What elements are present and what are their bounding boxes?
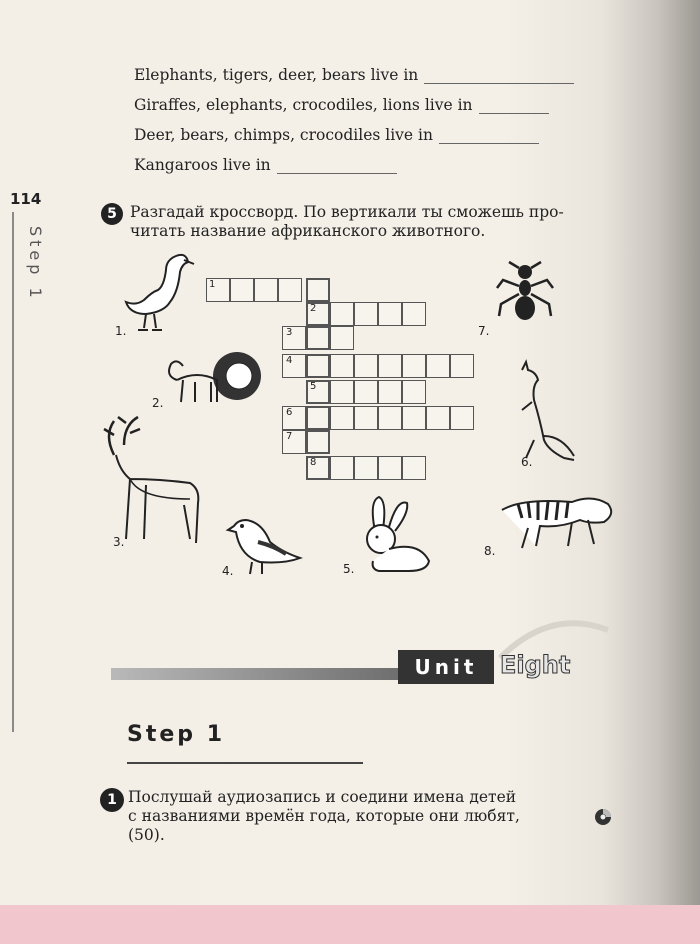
clue-number: 2: [310, 303, 317, 314]
picture-label-2: 2.: [152, 396, 164, 410]
clue-number: 5: [310, 381, 317, 392]
crossword-cell[interactable]: [330, 354, 354, 378]
crossword-key-cell[interactable]: [306, 406, 330, 430]
audio-disc-icon[interactable]: [594, 808, 612, 826]
kangaroo-icon: [512, 362, 577, 462]
crossword-cell[interactable]: [354, 302, 378, 326]
page-number: 114: [10, 190, 42, 208]
tiger-icon: [498, 490, 616, 552]
clue-number: 1: [209, 279, 216, 290]
crossword-cell[interactable]: [450, 406, 474, 430]
crossword-key-cell[interactable]: [306, 354, 330, 378]
goose-icon: [118, 250, 198, 340]
sentence-2: Giraffes, elephants, crocodiles, lions live in: [134, 96, 549, 114]
crossword-cell[interactable]: [354, 354, 378, 378]
task-5-text: Разгадай кроссворд. По вертикали ты сможешь про- читать название африканского животного.: [130, 203, 564, 240]
crossword-cell[interactable]: [402, 456, 426, 480]
crossword-cell[interactable]: [330, 406, 354, 430]
task-5-badge: 5: [101, 203, 123, 225]
clue-number: 8: [310, 457, 317, 468]
side-divider: [12, 212, 14, 732]
ant-icon: [495, 262, 553, 328]
task-1-badge: 1: [100, 788, 124, 812]
crossword-cell[interactable]: [230, 278, 254, 302]
sentence-1: Elephants, tigers, deer, bears live in: [134, 66, 574, 84]
crossword-cell[interactable]: [330, 380, 354, 404]
crossword-cell[interactable]: [354, 406, 378, 430]
crossword-cell[interactable]: [378, 302, 402, 326]
unit-banner-bar: [111, 668, 401, 680]
clue-number: 6: [286, 407, 293, 418]
crossword-cell[interactable]: [330, 456, 354, 480]
clue-number: 7: [286, 431, 293, 442]
deer-icon: [100, 415, 212, 550]
picture-label-6: 6.: [521, 455, 533, 469]
picture-label-7: 7.: [478, 324, 490, 338]
task-1-text: Послушай аудиозапись и соедини имена детей с названиями времён года, которые они любят, (50).: [128, 788, 520, 844]
crossword-cell[interactable]: [330, 326, 354, 350]
sentence-3: Deer, bears, chimps, crocodiles live in: [134, 126, 539, 144]
crossword-cell[interactable]: [402, 354, 426, 378]
crossword-key-cell[interactable]: [306, 326, 330, 350]
crossword-cell[interactable]: [402, 302, 426, 326]
lion-icon: [165, 348, 265, 413]
page-bottom-edge: [0, 905, 700, 944]
picture-label-3: 3.: [113, 535, 125, 549]
crossword-cell[interactable]: [450, 354, 474, 378]
crossword-cell[interactable]: [402, 406, 426, 430]
bird-icon: [228, 512, 306, 580]
rabbit-icon: [355, 495, 435, 575]
crossword-cell[interactable]: [402, 380, 426, 404]
picture-label-4: 4.: [222, 564, 234, 578]
crossword-cell[interactable]: [278, 278, 302, 302]
crossword-key-cell[interactable]: [306, 278, 330, 302]
clue-number: 4: [286, 355, 293, 366]
picture-label-5: 5.: [343, 562, 355, 576]
crossword-cell[interactable]: [378, 380, 402, 404]
unit-number: Eight: [500, 651, 571, 679]
crossword-cell[interactable]: [330, 302, 354, 326]
unit-label: Unit: [398, 650, 494, 684]
crossword-cell[interactable]: [354, 380, 378, 404]
picture-label-1: 1.: [115, 324, 127, 338]
picture-label-8: 8.: [484, 544, 496, 558]
crossword-key-cell[interactable]: [306, 430, 330, 454]
crossword-cell[interactable]: [378, 406, 402, 430]
crossword-cell[interactable]: [426, 406, 450, 430]
crossword-cell[interactable]: [426, 354, 450, 378]
step-underline: [127, 762, 363, 764]
crossword-cell[interactable]: [378, 456, 402, 480]
crossword-cell[interactable]: [254, 278, 278, 302]
crossword-cell[interactable]: [378, 354, 402, 378]
step-title: Step 1: [127, 722, 225, 747]
sentence-4: Kangaroos live in: [134, 156, 397, 174]
clue-number: 3: [286, 327, 293, 338]
side-tab-label: Step 1: [26, 226, 45, 302]
crossword-cell[interactable]: [354, 456, 378, 480]
